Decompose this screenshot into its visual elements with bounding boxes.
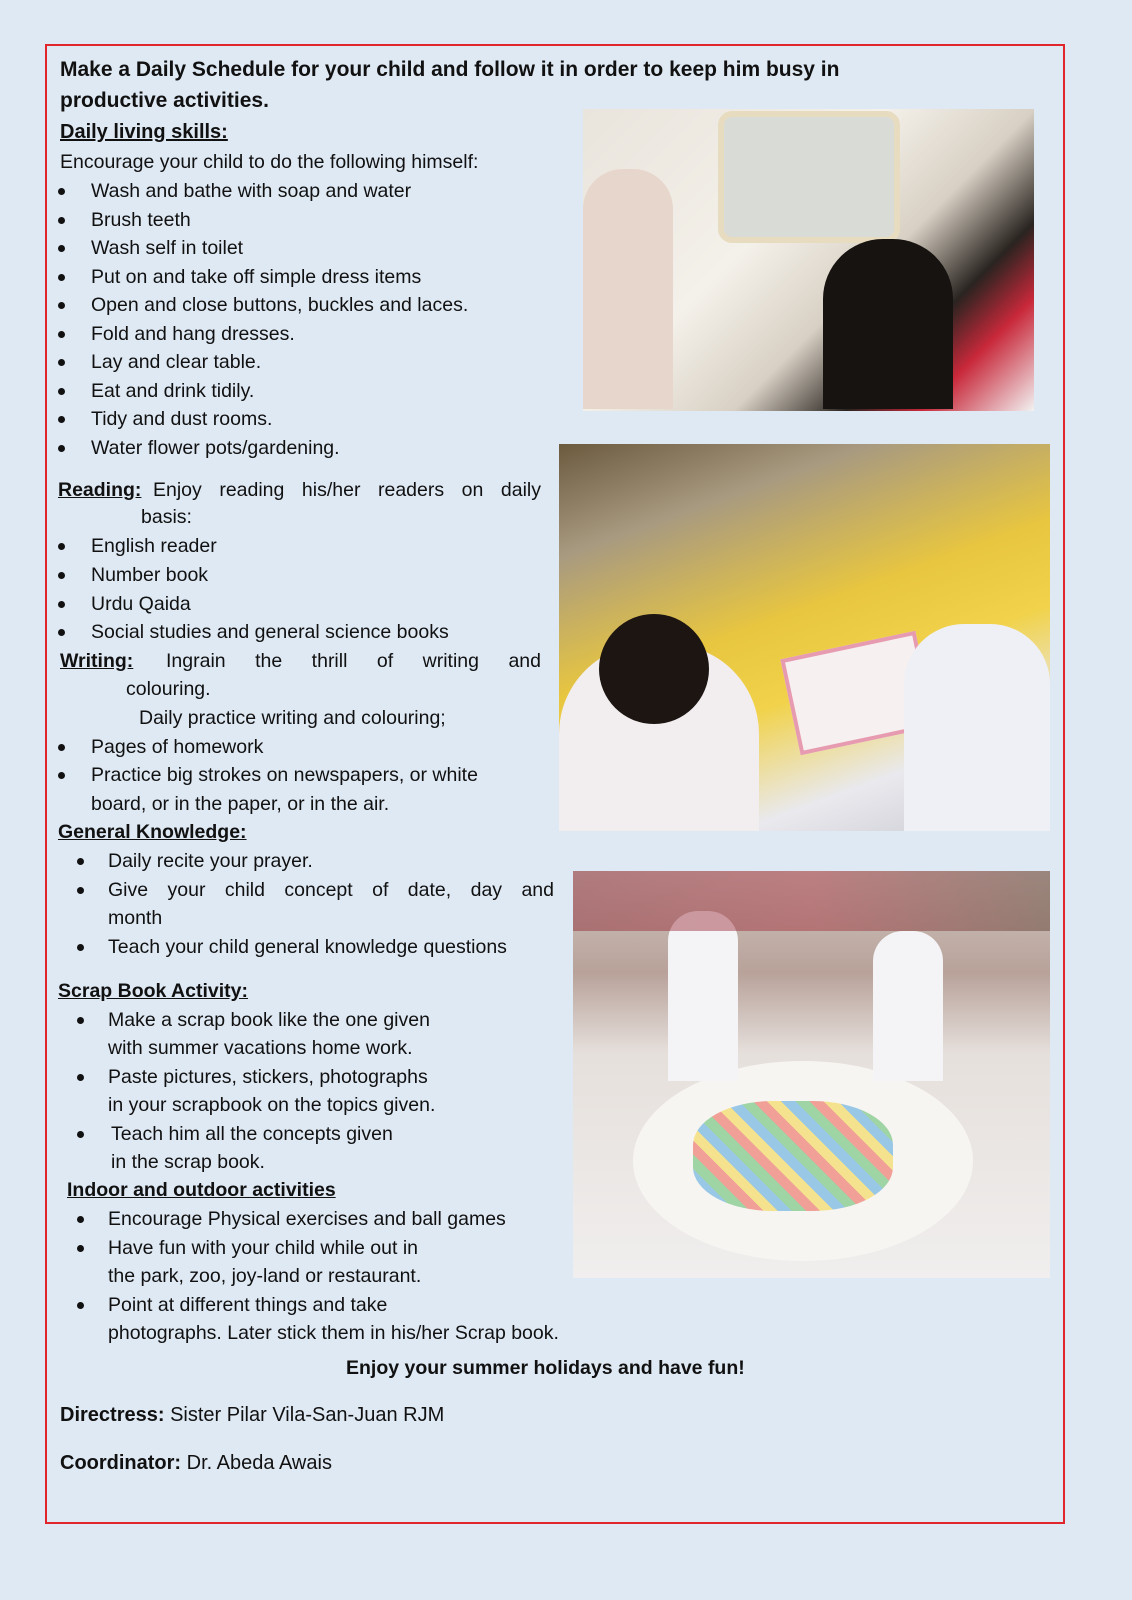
bullet-icon — [77, 1074, 84, 1081]
photo-children-reading-writing — [559, 444, 1050, 831]
bullet-icon — [58, 302, 65, 309]
list-item: Encourage Physical exercises and ball games — [108, 1208, 506, 1230]
bullet-icon — [58, 416, 65, 423]
list-item: Teach him all the concepts given — [111, 1123, 393, 1145]
bullet-icon — [58, 445, 65, 452]
list-item: Make a scrap book like the one given — [108, 1009, 430, 1031]
directress-label: Directress: — [60, 1404, 165, 1426]
bullet-icon — [58, 331, 65, 338]
list-item: Put on and take off simple dress items — [91, 266, 422, 288]
list-item: Water flower pots/gardening. — [91, 437, 340, 459]
list-item: with summer vacations home work. — [108, 1037, 413, 1059]
bullet-icon — [77, 1017, 84, 1024]
list-item: board, or in the paper, or in the air. — [91, 793, 390, 815]
list-item: Social studies and general science books — [91, 621, 449, 643]
list-item: Practice big strokes on newspapers, or white — [91, 764, 478, 786]
bullet-icon — [58, 572, 65, 579]
list-item: Eat and drink tidily. — [91, 380, 255, 402]
bullet-icon — [58, 359, 65, 366]
title-line-2: productive activities. — [60, 89, 269, 112]
photo-children-brushing-teeth — [583, 109, 1034, 411]
writing-text-2: colouring. — [126, 678, 211, 700]
bullet-icon — [58, 543, 65, 550]
photo-children-clay-activity — [573, 871, 1050, 1278]
title-line-1: Make a Daily Schedule for your child and follow it in order to keep him busy in — [60, 58, 840, 81]
bullet-icon — [77, 887, 84, 894]
bullet-icon — [77, 858, 84, 865]
coordinator-name: Dr. Abeda Awais — [186, 1452, 332, 1474]
general-knowledge-heading: General Knowledge: — [58, 821, 247, 843]
directress-name: Sister Pilar Vila-San-Juan RJM — [170, 1404, 445, 1426]
directress-line — [60, 1401, 444, 1429]
list-item: Fold and hang dresses. — [91, 323, 295, 345]
writing-text-3: Daily practice writing and colouring; — [139, 707, 446, 729]
list-item: Pages of homework — [91, 736, 264, 758]
list-item: Brush teeth — [91, 209, 191, 231]
reading-heading: Reading: — [58, 479, 142, 501]
indoor-outdoor-heading: Indoor and outdoor activities — [67, 1179, 336, 1201]
bullet-icon — [77, 1131, 84, 1138]
bullet-icon — [77, 1245, 84, 1252]
list-item: Point at different things and take — [108, 1294, 388, 1316]
bullet-icon — [58, 629, 65, 636]
bullet-icon — [58, 772, 65, 779]
scrap-book-heading: Scrap Book Activity: — [58, 980, 248, 1002]
bullet-icon — [58, 217, 65, 224]
bullet-icon — [77, 1302, 84, 1309]
daily-living-intro: Encourage your child to do the following himself: — [60, 151, 479, 173]
list-item: month — [108, 907, 163, 929]
list-item: Number book — [91, 564, 209, 586]
reading-text-2: basis: — [141, 506, 192, 528]
bullet-icon — [77, 1216, 84, 1223]
bullet-icon — [58, 188, 65, 195]
list-item: Paste pictures, stickers, photographs — [108, 1066, 428, 1088]
closing-message: Enjoy your summer holidays and have fun! — [346, 1357, 745, 1379]
bullet-icon — [58, 274, 65, 281]
list-item: Have fun with your child while out in — [108, 1237, 418, 1259]
bullet-icon — [58, 388, 65, 395]
writing-text: Ingrain the thrill of writing and — [166, 650, 541, 672]
list-item: Wash self in toilet — [91, 237, 244, 259]
list-item: Give your child concept of date, day and — [108, 879, 554, 901]
bullet-icon — [58, 601, 65, 608]
list-item: Tidy and dust rooms. — [91, 408, 273, 430]
list-item: Teach your child general knowledge questions — [108, 936, 507, 958]
list-item: English reader — [91, 535, 217, 557]
list-item: Urdu Qaida — [91, 593, 191, 615]
bullet-icon — [77, 944, 84, 951]
list-item: Open and close buttons, buckles and laces. — [91, 294, 469, 316]
list-item: Lay and clear table. — [91, 351, 262, 373]
writing-heading: Writing: — [60, 650, 134, 672]
list-item: in your scrapbook on the topics given. — [108, 1094, 436, 1116]
coordinator-label: Coordinator: — [60, 1452, 182, 1474]
list-item: photographs. Later stick them in his/her Scrap book. — [108, 1322, 559, 1344]
daily-living-heading: Daily living skills: — [60, 121, 228, 143]
list-item: the park, zoo, joy-land or restaurant. — [108, 1265, 422, 1287]
reading-text: Enjoy reading his/her readers on daily — [153, 479, 541, 501]
coordinator-line — [60, 1449, 332, 1477]
bullet-icon — [58, 744, 65, 751]
list-item: Daily recite your prayer. — [108, 850, 313, 872]
list-item: in the scrap book. — [111, 1151, 265, 1173]
bullet-icon — [58, 245, 65, 252]
list-item: Wash and bathe with soap and water — [91, 180, 412, 202]
